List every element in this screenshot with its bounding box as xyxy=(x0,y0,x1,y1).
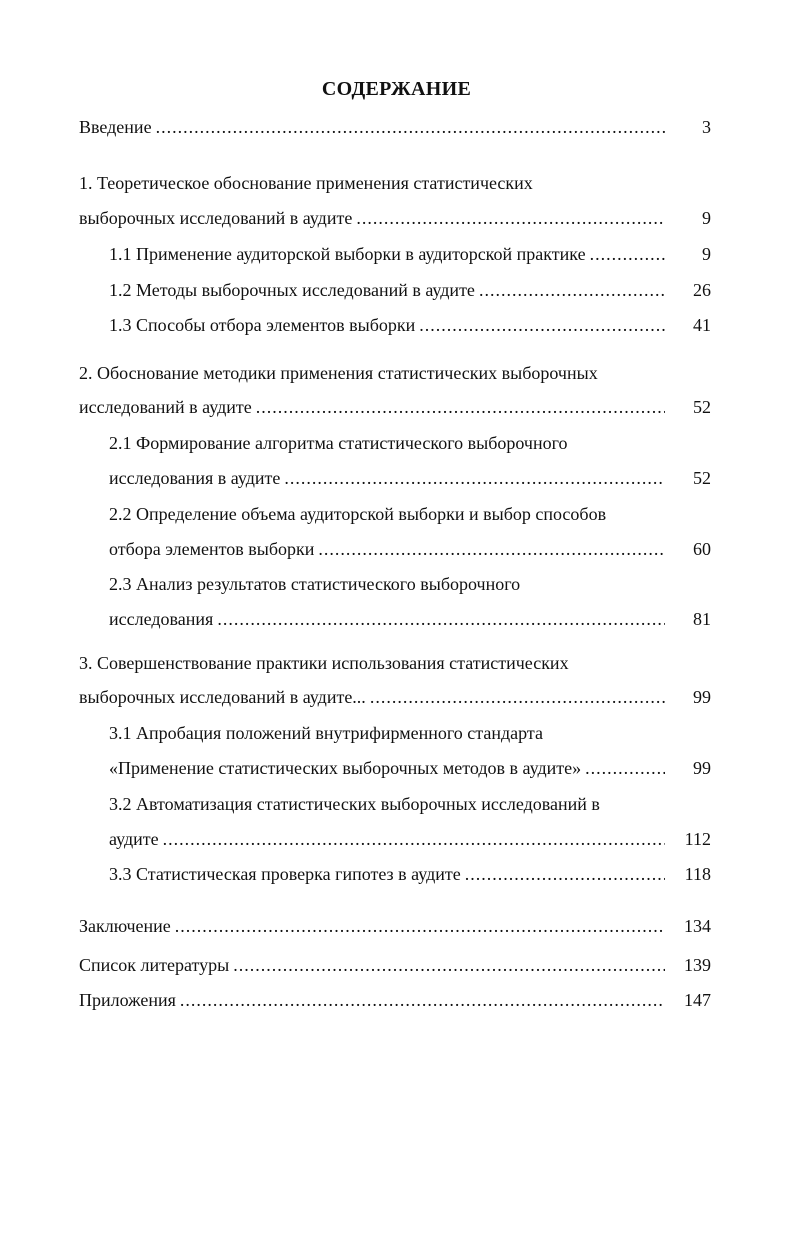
dot-leader xyxy=(479,277,665,303)
toc-page-number: 112 xyxy=(684,829,711,849)
toc-entry-text-line1: 3.2 Автоматизация статистических выборочных исследований в xyxy=(109,794,600,814)
dot-leader xyxy=(590,241,665,267)
toc-page-number: 9 xyxy=(702,208,711,228)
toc-entry-text: 1.2 Методы выборочных исследований в аудите xyxy=(109,280,475,300)
toc-entry-3-1 xyxy=(0,755,793,781)
toc-page-number: 9 xyxy=(702,244,711,264)
toc-page-number: 118 xyxy=(684,864,711,884)
toc-entry-2-3 xyxy=(0,606,793,632)
toc-entry-chapter-2 xyxy=(0,394,793,420)
dot-leader xyxy=(217,606,665,632)
toc-page-number: 3 xyxy=(702,117,711,137)
dot-leader xyxy=(585,755,665,781)
toc-entry-text: 3.3 Статистическая проверка гипотез в аудите xyxy=(109,864,461,884)
dot-leader xyxy=(163,826,665,852)
toc-entry-text: «Применение статистических выборочных методов в аудите» xyxy=(109,758,582,778)
toc-entry-1-3 xyxy=(0,312,793,338)
toc-entry-3-3 xyxy=(0,861,793,887)
dot-leader xyxy=(180,987,665,1013)
toc-entry-text-line1: 2.1 Формирование алгоритма статистического выборочного xyxy=(109,433,568,453)
toc-entry-2-2 xyxy=(0,536,793,562)
toc-entry-text-line1: 2. Обоснование методики применения статистических выборочных xyxy=(79,363,598,383)
page-title: СОДЕРЖАНИЕ xyxy=(321,78,472,100)
toc-page-number: 26 xyxy=(693,280,711,300)
toc-entry-text-line1: 3.1 Апробация положений внутрифирменного стандарта xyxy=(109,723,543,743)
toc-entry-text-line1: 3. Совершенствование практики использования статистических xyxy=(79,653,569,673)
toc-entry-text: Заключение xyxy=(79,916,171,936)
toc-entry-text: Введение xyxy=(79,117,152,137)
toc-entry-text: отбора элементов выборки xyxy=(109,539,315,559)
dot-leader xyxy=(419,312,665,338)
toc-entry-text-line1: 1. Теоретическое обоснование применения статистических xyxy=(79,173,533,193)
toc-page-number: 99 xyxy=(693,687,711,707)
dot-leader xyxy=(284,465,665,491)
dot-leader xyxy=(256,394,665,420)
toc-entry-text: выборочных исследований в аудите xyxy=(79,208,353,228)
toc-entry-intro xyxy=(0,114,793,140)
toc-entry-text-line1: 2.2 Определение объема аудиторской выборки и выбор способов xyxy=(109,504,607,524)
dot-leader xyxy=(356,205,665,231)
toc-entry-text: выборочных исследований в аудите... xyxy=(79,687,366,707)
toc-entry-text: исследований в аудите xyxy=(79,397,252,417)
toc-entry-text: 1.1 Применение аудиторской выборки в аудиторской практике xyxy=(109,244,586,264)
dot-leader xyxy=(175,913,665,939)
toc-page-number: 81 xyxy=(693,609,711,629)
toc-page-number: 134 xyxy=(684,916,711,936)
toc-entry-1-2 xyxy=(0,277,793,303)
toc-page-number: 139 xyxy=(684,955,711,975)
toc-page-number: 52 xyxy=(693,397,711,417)
toc-entry-text: исследования в аудите xyxy=(109,468,281,488)
dot-leader xyxy=(318,536,665,562)
toc-entry-text: 1.3 Способы отбора элементов выборки xyxy=(109,315,416,335)
dot-leader xyxy=(465,861,665,887)
toc-entry-1-1 xyxy=(0,241,793,267)
dot-leader xyxy=(370,684,665,710)
toc-entry-conclusion xyxy=(0,913,793,939)
toc-page-number: 60 xyxy=(693,539,711,559)
toc-entry-2-1 xyxy=(0,465,793,491)
toc-page-number: 41 xyxy=(693,315,711,335)
toc-page-number: 52 xyxy=(693,468,711,488)
toc-entry-text: исследования xyxy=(109,609,214,629)
toc-entry-chapter-1 xyxy=(0,205,793,231)
dot-leader xyxy=(233,952,665,978)
toc-entry-chapter-3 xyxy=(0,684,793,710)
toc-page-number: 147 xyxy=(684,990,711,1010)
toc-entry-bibliography xyxy=(0,952,793,978)
toc-entry-text: Список литературы xyxy=(79,955,230,975)
toc-entry-3-2 xyxy=(0,826,793,852)
toc-entry-text: Приложения xyxy=(79,990,176,1010)
toc-entry-text: аудите xyxy=(109,829,159,849)
toc-page-number: 99 xyxy=(693,758,711,778)
dot-leader xyxy=(156,114,665,140)
toc-entry-text-line1: 2.3 Анализ результатов статистического выборочного xyxy=(109,574,521,594)
toc-entry-appendices xyxy=(0,987,793,1013)
